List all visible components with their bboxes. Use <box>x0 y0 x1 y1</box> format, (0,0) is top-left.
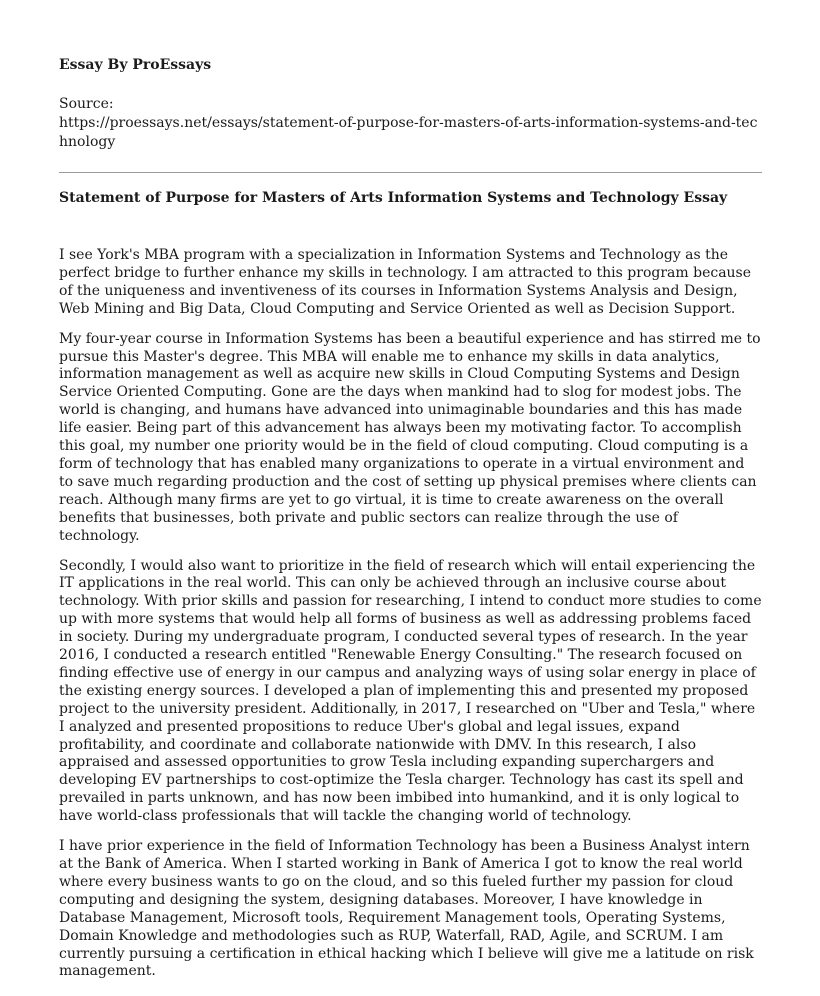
essay-paragraph: My four-year course in Information Systems has been a beautiful experience and has stirred me to pursue this Master's degree. This MBA will enable me to enhance my skills in data analytics, information management as well as acquire new skills in Cloud Computing Systems and Design Service Oriented Computing. Gone are the days when mankind had to slog for modest jobs. The world is changing, and humans have advanced into unimaginable boundaries and this has made life easier. Being part of this advancement has always been my motivating factor. To accomplish this goal, my number one priority would be in the field of cloud computing. Cloud computing is a form of technology that has enabled many organizations to operate in a virtual environment and to save much regarding production and the cost of setting up physical premises where clients can reach. Although many firms are yet to go virtual, it is time to create awareness on the overall benefits that businesses, both private and public sectors can realize through the use of technology. <box>59 330 761 544</box>
essay-paragraph: I have prior experience in the field of Information Technology has been a Business Analyst intern at the Bank of America. When I started working in Bank of America I got to know the real world where every business wants to go on the cloud, and so this fueled further my passion for cloud computing and designing the system, designing databases. Moreover, I have knowledge in Database Management, Microsoft tools, Requirement Management tools, Operating Systems, Domain Knowledge and methodologies such as RUP, Waterfall, RAD, Agile, and SCRUM. I am currently pursuing a certification in ethical hacking which I believe will give me a latitude on risk management. <box>59 838 754 980</box>
essay-body <box>59 247 762 981</box>
essay-byline: Essay By ProEssays <box>59 57 212 73</box>
essay-paragraph: I see York's MBA program with a specialization in Information Systems and Technology as the perfect bridge to further enhance my skills in technology. I am attracted to this program because of the uniqueness and inventiveness of its courses in Information Systems Analysis and Design, Web Mining and Big Data, Cloud Computing and Service Oriented as well as Decision Support. <box>59 247 752 317</box>
source-block <box>59 95 762 152</box>
source-url: https://proessays.net/essays/statement-of-purpose-for-masters-of-arts-information-systems-and-technology <box>59 115 758 150</box>
essay-title: Statement of Purpose for Masters of Arts Information Systems and Technology Essay <box>59 190 728 206</box>
source-label: Source: <box>59 96 114 112</box>
header-divider <box>59 172 762 173</box>
essay-paragraph: Secondly, I would also want to prioritize in the field of research which will entail experiencing the IT applications in the real world. This can only be achieved through an inclusive course about technology. With prior skills and passion for researching, I intend to conduct more studies to come up with more systems that would help all forms of business as well as addressing problems faced in society. During my undergraduate program, I conducted several types of research. In the year 2016, I conducted a research entitled "Renewable Energy Consulting." The research focused on finding effective use of energy in our campus and analyzing ways of using solar energy in place of the existing energy sources. I developed a plan of implementing this and presented my proposed project to the university president. Additionally, in 2017, I researched on "Uber and Tesla," where I analyzed and presented propositions to reduce Uber's global and legal issues, expand profitability, and coordinate and collaborate nationwide with DMV. In this research, I also appraised and assessed opportunities to grow Tesla including expanding superchargers and developing EV partnerships to cost-optimize the Tesla charger. Technology has cast its spell and prevailed in parts unknown, and has now been imbibed into humankind, and it is only logical to have world-class professionals that will tackle the changing world of technology. <box>59 557 762 825</box>
